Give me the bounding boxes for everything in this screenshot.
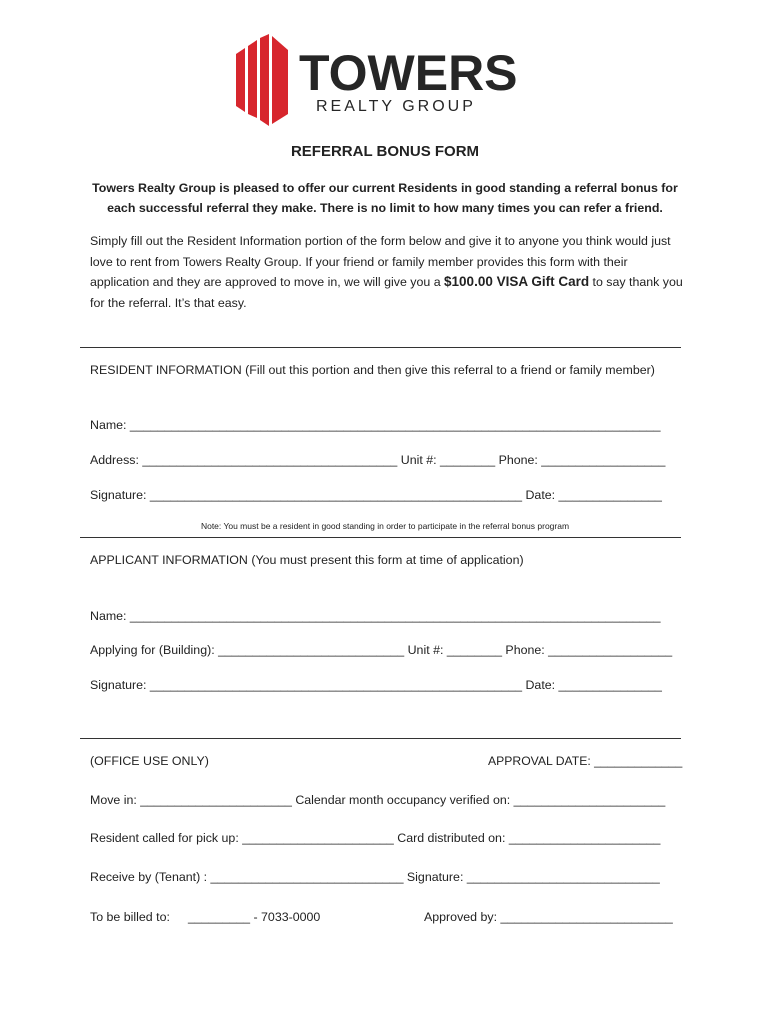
office-heading: (OFFICE USE ONLY): [90, 754, 209, 768]
applicant-heading: APPLICANT INFORMATION (You must present this form at time of application): [90, 553, 524, 567]
resident-name-field[interactable]: Name: _____________________________________________________________________________: [90, 418, 661, 432]
applicant-building-field[interactable]: Applying for (Building): ___________________________ Unit #: ________ Phone: __________________: [90, 643, 673, 657]
intro-text-2: to say thank you for the referral. It’s that easy.: [90, 275, 683, 310]
gift-card-highlight: $100.00 VISA Gift Card: [444, 274, 590, 289]
resident-address-field[interactable]: Address: _____________________________________ Unit #: ________ Phone: __________________: [90, 453, 666, 467]
intro-text-1: Simply fill out the Resident Information portion of the form below and give it to anyone you think would just love to rent from Towers Realty Group. If your friend or family member provides this form with their application and they are approved to move in, we will give you a: [90, 234, 671, 289]
divider-office: [80, 738, 681, 739]
towers-logo: [236, 34, 536, 126]
resident-note: Note: You must be a resident in good standing in order to participate in the referral bonus program: [200, 521, 570, 531]
divider-resident: [80, 347, 681, 348]
move-in-field[interactable]: Move in: ______________________ Calendar month occupancy verified on: ______________________: [90, 793, 666, 807]
applicant-signature-field[interactable]: Signature: ______________________________________________________ Date: _______________: [90, 678, 662, 692]
intro-bold-paragraph: Towers Realty Group is pleased to offer our current Residents in good standing a referral bonus for each successful referral they make. There is no limit to how many times you can refer a friend.: [92, 181, 678, 215]
approved-by-field[interactable]: Approved by: _________________________: [424, 910, 673, 924]
receive-field[interactable]: Receive by (Tenant) : ____________________________ Signature: ____________________________: [90, 870, 660, 884]
intro-paragraph: [90, 231, 685, 313]
applicant-name-field[interactable]: Name: _____________________________________________________________________________: [90, 609, 661, 623]
towers-stripes-logo-icon: [236, 34, 296, 126]
form-title: REFERRAL BONUS FORM: [290, 143, 480, 160]
logo-subtitle: REALTY GROUP: [316, 98, 476, 115]
pickup-field[interactable]: Resident called for pick up: ______________________ Card distributed on: ______________________: [90, 831, 661, 845]
resident-heading: RESIDENT INFORMATION (Fill out this portion and then give this referral to a friend or family member): [90, 363, 655, 377]
approval-date-field[interactable]: APPROVAL DATE: _____________: [488, 754, 683, 768]
divider-applicant: [80, 537, 681, 538]
billed-label: To be billed to:: [90, 910, 170, 924]
resident-signature-field[interactable]: Signature: ______________________________________________________ Date: _______________: [90, 488, 662, 502]
billed-value-field[interactable]: _________ - 7033-0000: [188, 910, 321, 924]
logo-wordmark: TOWERS: [299, 45, 518, 101]
